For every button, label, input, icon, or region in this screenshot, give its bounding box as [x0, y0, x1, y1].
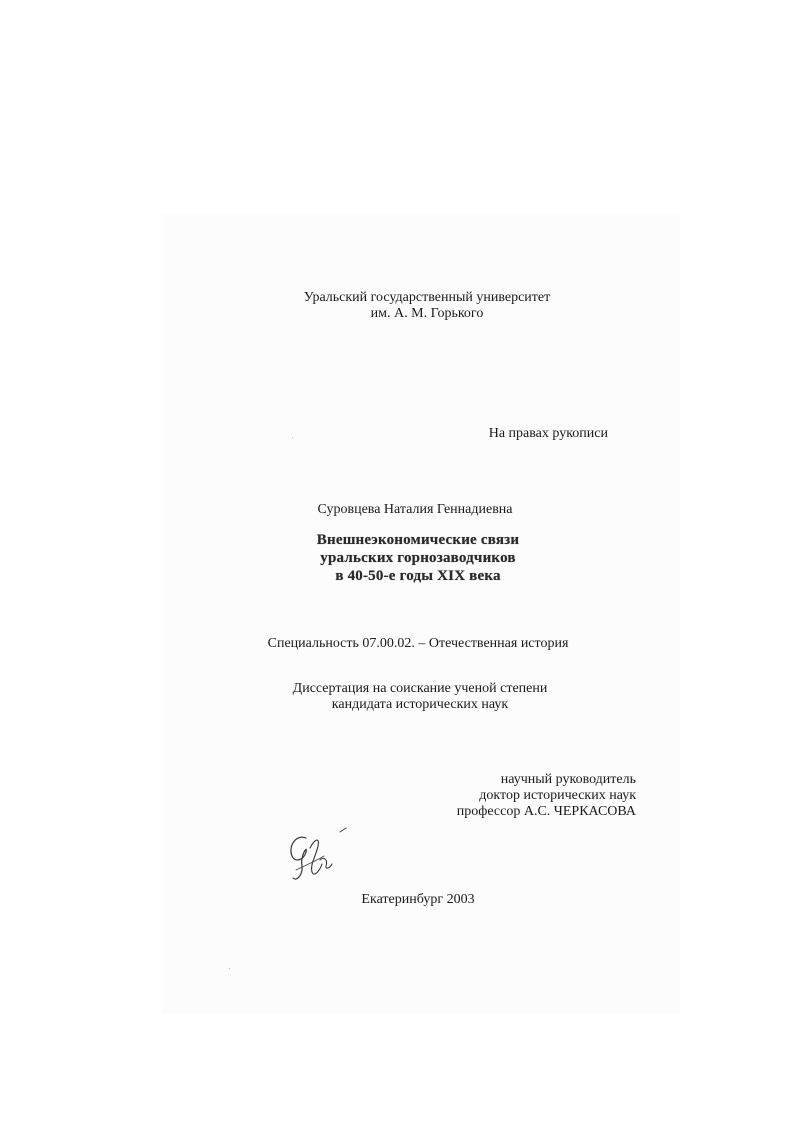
specialty: Специальность 07.00.02. – Отечественная история [267, 636, 569, 651]
dissertation-degree-line-2: кандидата исторических наук [331, 697, 509, 712]
city-and-year: Екатеринбург 2003 [361, 892, 475, 907]
handwritten-signature-icon [284, 826, 354, 886]
supervisor-name: профессор А.С. ЧЕРКАСОВА [456, 804, 636, 819]
scan-speck [292, 437, 293, 438]
author-name: Суровцева Наталия Геннадиевна [317, 502, 513, 517]
dissertation-degree-line-1: Диссертация на соискание ученой степени [292, 681, 548, 696]
scan-speck [229, 968, 230, 969]
dissertation-title-line-1: Внешнеэкономические связи [316, 532, 520, 548]
manuscript-rights-note: На правах рукописи [488, 426, 608, 441]
university-named-after: им. А. М. Горького [370, 306, 484, 321]
dissertation-title-line-2: уральских горнозаводчиков [320, 550, 516, 566]
supervisor-role: научный руководитель [500, 772, 636, 787]
university-name: Уральский государственный университет [303, 290, 551, 305]
dissertation-title-line-3: в 40-50-е годы XIX века [335, 568, 501, 584]
supervisor-degree: доктор исторических наук [479, 788, 636, 803]
